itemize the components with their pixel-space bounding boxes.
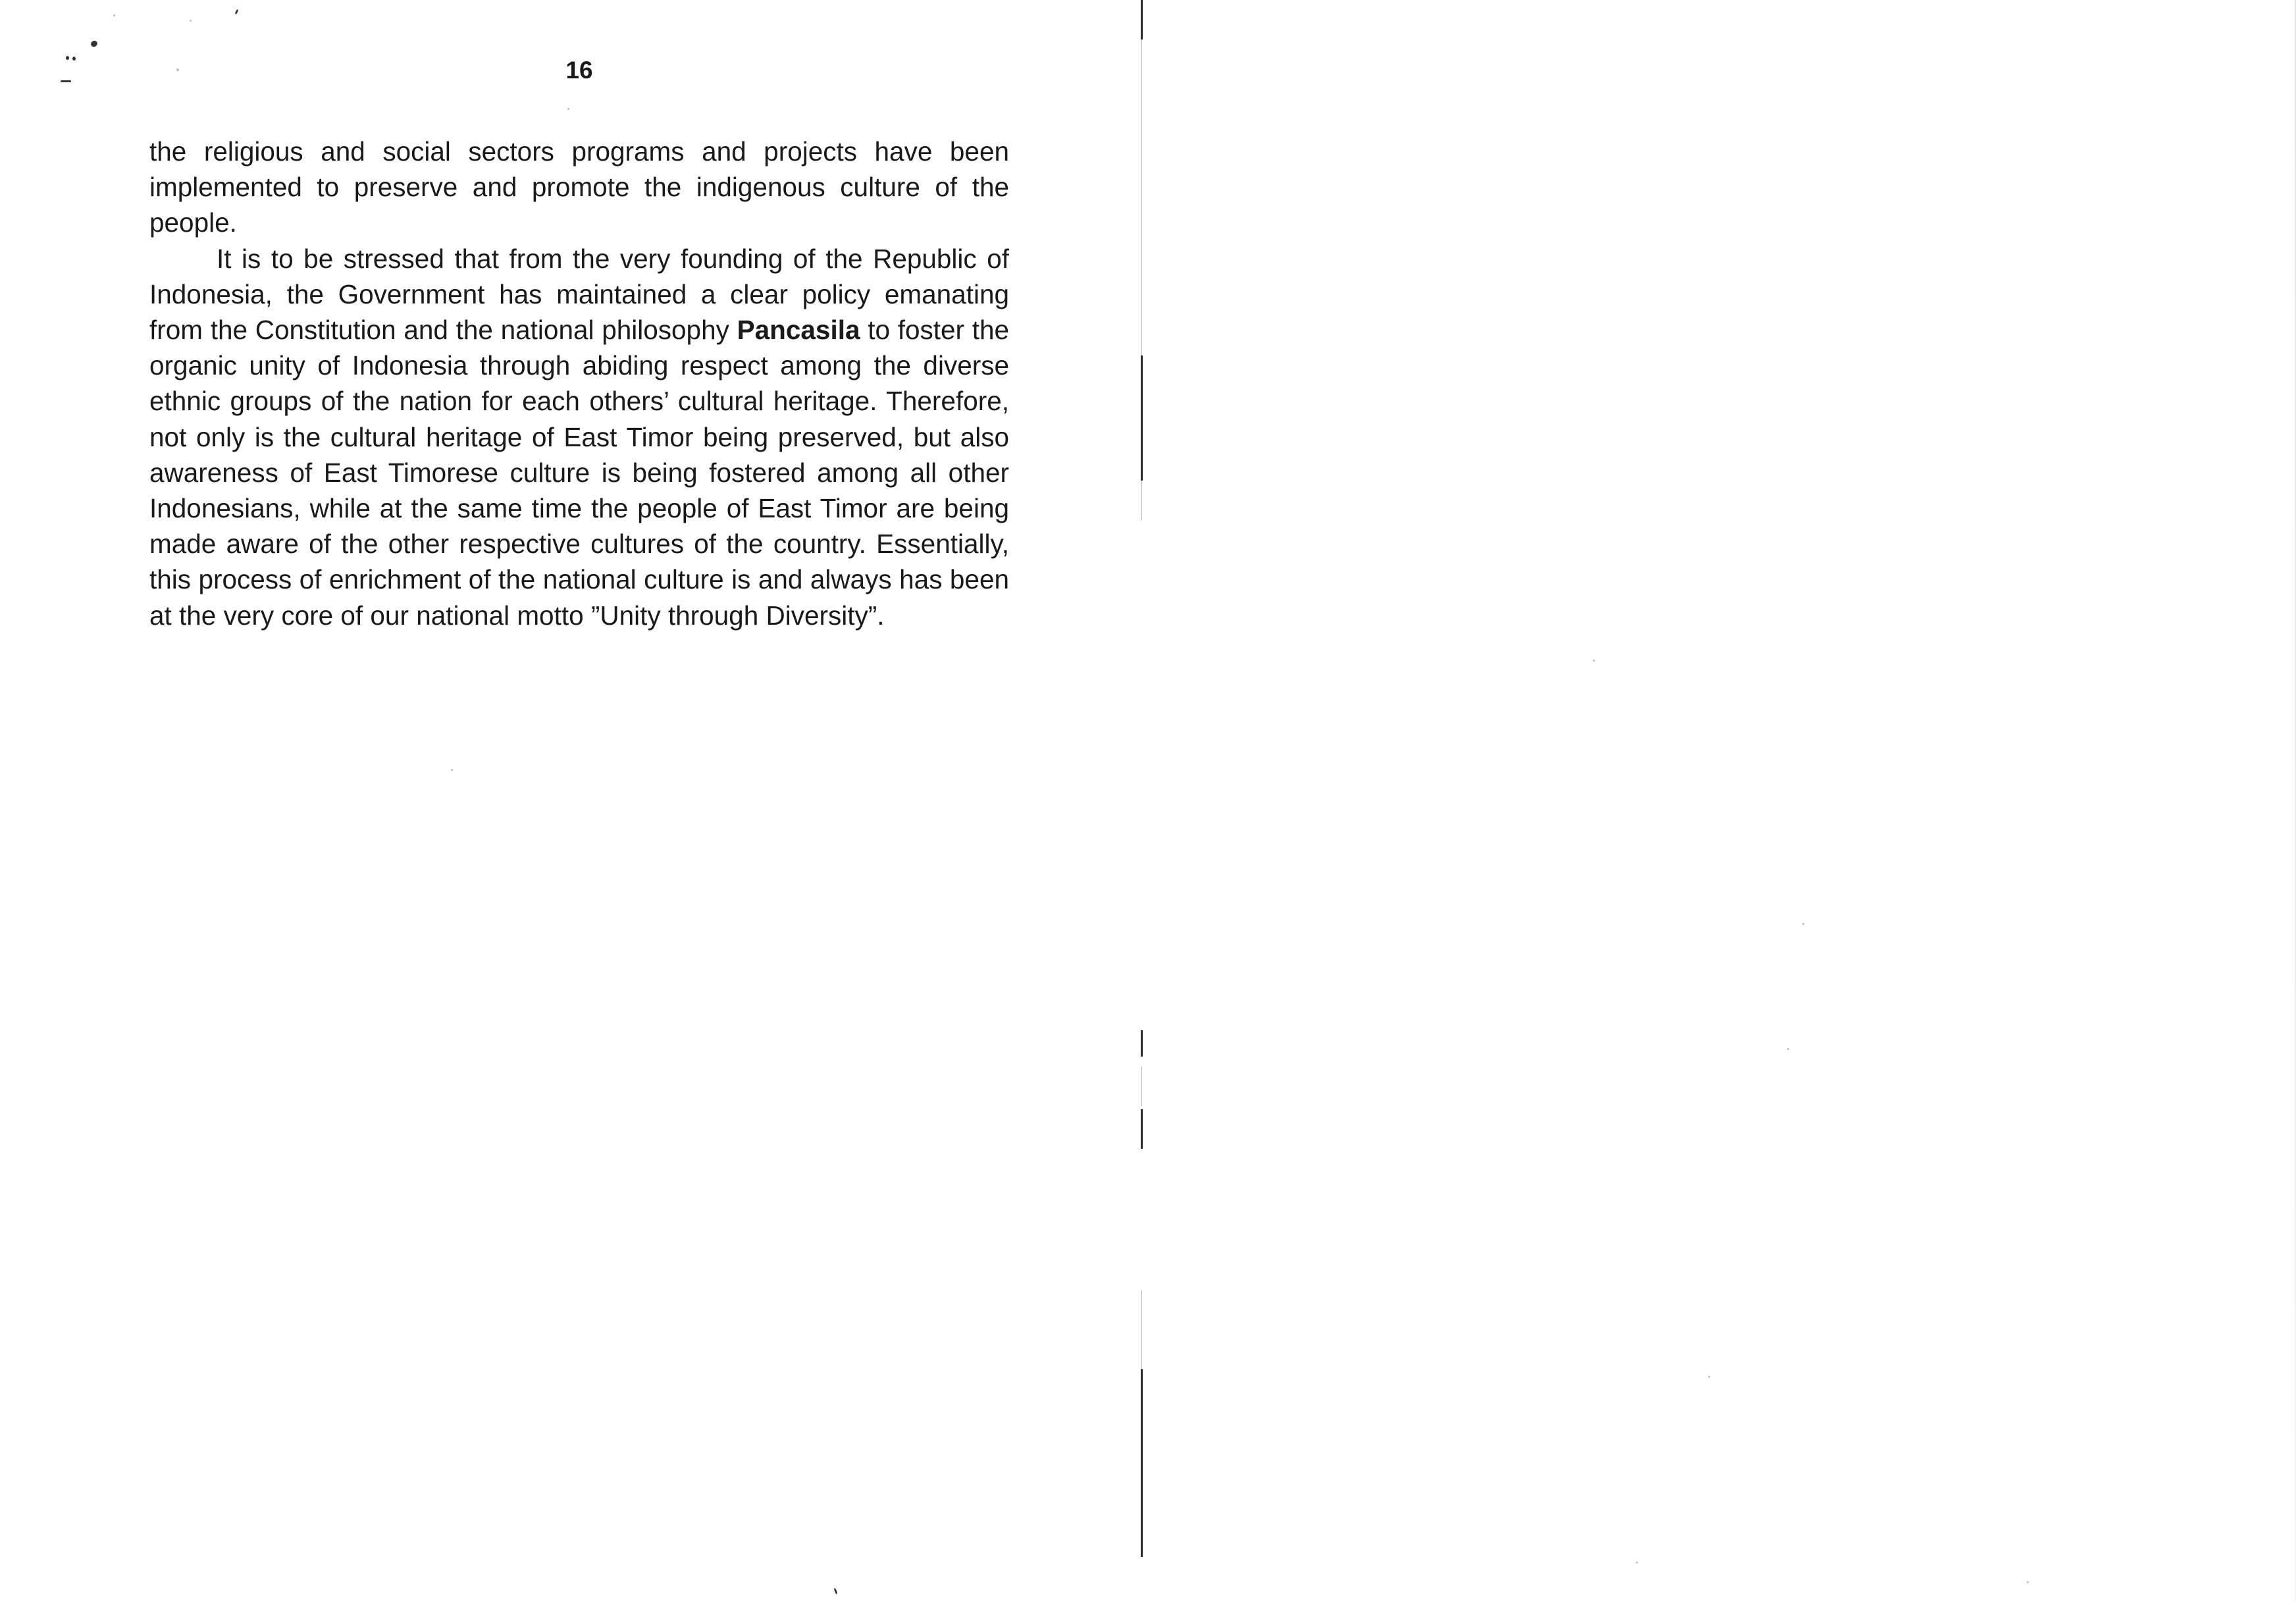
pancasila-term: Pancasila: [737, 315, 860, 346]
scan-speck: [1708, 1376, 1710, 1378]
paragraph-2-text-end: to foster the organic unity of Indonesia through abiding respect among the diverse ethnic groups of the nation for each others’ cultural heritage. Therefore, not only is the cultural heritage of East Timor being preserved, but also awareness of East Timorese culture is being fostered among all other Indonesians, while at the same time the people of East Timor are being made aware of the other respective cultures of the country. Essentially, this process of enrichment of the national culture is and always has been at the very core of our national motto ”Unity through Diversity”.: [149, 315, 1010, 631]
gutter-line: [1141, 1369, 1143, 1557]
paragraph-2-text-start: It is to be stressed that from the very founding of the Republic of Indonesia, the Government has maintained a clear policy emanating from the Constitution and the national philosophy: [149, 243, 1009, 346]
scan-speck: [833, 1588, 837, 1594]
scan-speck: [190, 20, 192, 22]
scan-speck: [567, 108, 569, 110]
paragraph-1: the religious and social sectors programs and projects have been implemented to preserve and promote the indigenous culture of the people.: [149, 136, 1009, 238]
scan-speck: [451, 769, 453, 771]
scan-speck: [1787, 1048, 1789, 1050]
scan-speck: [72, 57, 76, 61]
scan-speck: [234, 9, 238, 15]
paragraph-2: [149, 241, 1009, 633]
gutter-line: [1141, 1109, 1143, 1149]
gutter-line: [1141, 0, 1143, 39]
scan-speck: [1636, 1562, 1638, 1563]
scan-speck: [1593, 660, 1595, 662]
page-number: 16: [565, 57, 593, 84]
gutter-shadow: [1141, 481, 1142, 520]
gutter-line: [1141, 355, 1143, 481]
scan-speck: [66, 56, 69, 60]
scan-speck: [61, 80, 71, 82]
scan-speck: [1802, 923, 1804, 925]
gutter-shadow: [1141, 1290, 1142, 1369]
left-page: [0, 0, 1142, 1601]
gutter-shadow: [1141, 1066, 1142, 1106]
gutter-line: [1141, 1030, 1143, 1057]
body-text: [149, 134, 1009, 633]
right-page-blank: [1143, 0, 2296, 1601]
scan-speck: [90, 39, 98, 48]
scan-speck: [113, 14, 115, 16]
scan-speck: [176, 68, 179, 71]
gutter-shadow: [1141, 0, 1142, 369]
scan-speck: [2027, 1581, 2029, 1583]
